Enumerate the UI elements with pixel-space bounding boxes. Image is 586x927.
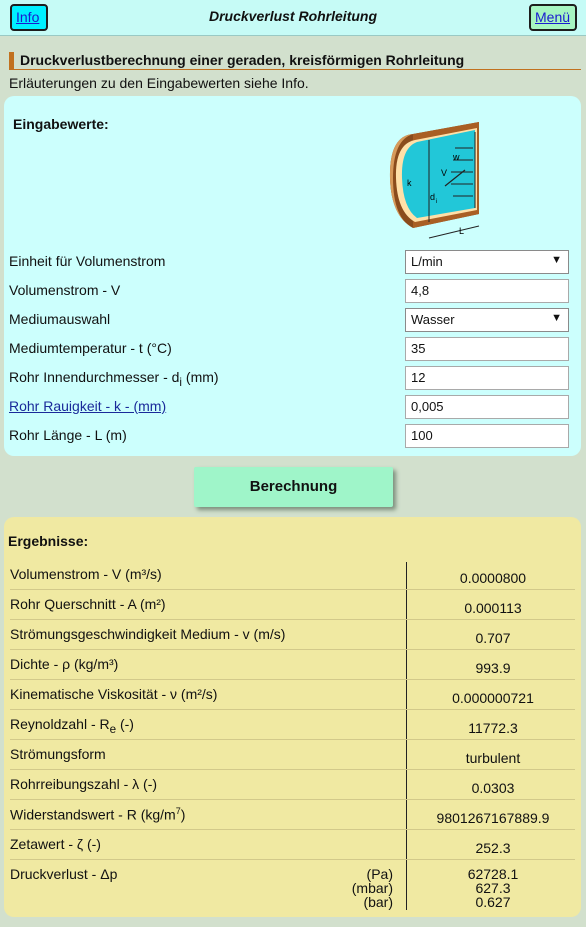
result-viscosity-label: Kinematische Viskosität - ν (m²/s)	[10, 686, 218, 702]
result-density-label: Dichte - ρ (kg/m³)	[10, 656, 119, 672]
top-bar	[0, 0, 586, 36]
roughness-link[interactable]: Rohr Rauigkeit - k - (mm)	[9, 398, 167, 414]
unit-mbar: (mbar)	[351, 880, 393, 896]
row-divider	[10, 709, 575, 710]
svg-text:V: V	[441, 168, 448, 178]
result-resistance-label: Widerstandswert - R $(kg/m^7)$	[10, 806, 186, 823]
result-volume-label: Volumenstrom - V (m³/s)	[10, 566, 162, 582]
unit-label: Einheit für Volumenstrom	[9, 253, 166, 269]
temp-input[interactable]: 35	[405, 337, 569, 361]
result-pressure-label: Druckverlust - Δp	[10, 866, 118, 882]
chevron-down-icon: ▼	[551, 312, 562, 324]
result-lambda-value: 0.0303	[471, 780, 515, 796]
temp-label: Mediumtemperatur - t (°C)	[9, 340, 172, 356]
svg-text:d: d	[430, 192, 436, 202]
pipe-diagram	[387, 118, 487, 246]
diameter-label: Rohr Innendurchmesser - $d_i$ (mm)	[9, 369, 219, 389]
result-speed-value: 0.707	[475, 630, 511, 646]
calculate-button[interactable]: Berechnung	[194, 467, 393, 507]
volume-label: Volumenstrom - V	[9, 282, 121, 298]
row-divider	[10, 829, 575, 830]
row-divider	[10, 769, 575, 770]
result-zeta-value: 252.3	[475, 840, 511, 856]
result-flow-value: turbulent	[465, 750, 521, 766]
result-volume-value: 0.0000800	[459, 570, 527, 586]
length-input[interactable]: 100	[405, 424, 569, 448]
row-divider	[10, 679, 575, 680]
unit-pa: (Pa)	[366, 866, 393, 882]
row-divider	[10, 619, 575, 620]
result-area-label: Rohr Querschnitt - A (m²)	[10, 596, 166, 612]
menu-button[interactable]: Menü	[529, 4, 577, 31]
result-pressure-mbar: 627.3	[475, 880, 511, 896]
volume-input[interactable]: 4,8	[405, 279, 569, 303]
svg-text:w: w	[453, 152, 460, 162]
svg-text:L: L	[459, 226, 465, 236]
result-reynolds-value: 11772.3	[468, 720, 518, 736]
result-resistance-value: 9801267167889.9	[436, 810, 550, 826]
medium-label: Mediumauswahl	[9, 311, 111, 327]
chevron-down-icon: ▼	[551, 254, 562, 266]
page-heading: Druckverlustberechnung einer geraden, kreisförmigen Rohrleitung	[9, 52, 581, 70]
row-divider	[10, 799, 575, 800]
row-divider	[10, 649, 575, 650]
result-viscosity-value: 0.000000721	[452, 690, 534, 706]
result-zeta-label: Zetawert - ζ (-)	[10, 836, 101, 852]
info-button[interactable]: Info	[10, 4, 48, 31]
result-area-value: 0.000113	[464, 600, 522, 616]
svg-text:k: k	[407, 178, 412, 188]
result-flow-label: Strömungsform	[10, 746, 106, 762]
intro-text: Erläuterungen zu den Eingabewerten siehe Info.	[9, 75, 309, 91]
unit-bar: (bar)	[363, 894, 393, 910]
roughness-input[interactable]: 0,005	[405, 395, 569, 419]
svg-text:i: i	[436, 199, 438, 205]
result-density-value: 993.9	[475, 660, 511, 676]
unit-select[interactable]: L/min ▼	[405, 250, 569, 274]
result-lambda-label: Rohrreibungszahl - λ (-)	[10, 776, 158, 792]
result-speed-label: Strömungsgeschwindigkeit Medium - v (m/s)	[10, 626, 286, 642]
row-divider	[10, 739, 575, 740]
column-divider	[406, 562, 407, 910]
input-title: Eingabewerte:	[13, 116, 109, 132]
result-pressure-pa: 62728.1	[467, 866, 519, 882]
app-title: Druckverlust Rohrleitung	[208, 8, 378, 24]
length-label: Rohr Länge - L (m)	[9, 427, 127, 443]
diameter-input[interactable]: 12	[405, 366, 569, 390]
row-divider	[10, 859, 575, 860]
results-title: Ergebnisse:	[8, 533, 89, 549]
result-reynolds-label: Reynoldzahl - $R_e$ (-)	[10, 716, 134, 736]
result-pressure-bar: 0.627	[475, 894, 511, 910]
medium-select[interactable]: Wasser ▼	[405, 308, 569, 332]
row-divider	[10, 589, 575, 590]
